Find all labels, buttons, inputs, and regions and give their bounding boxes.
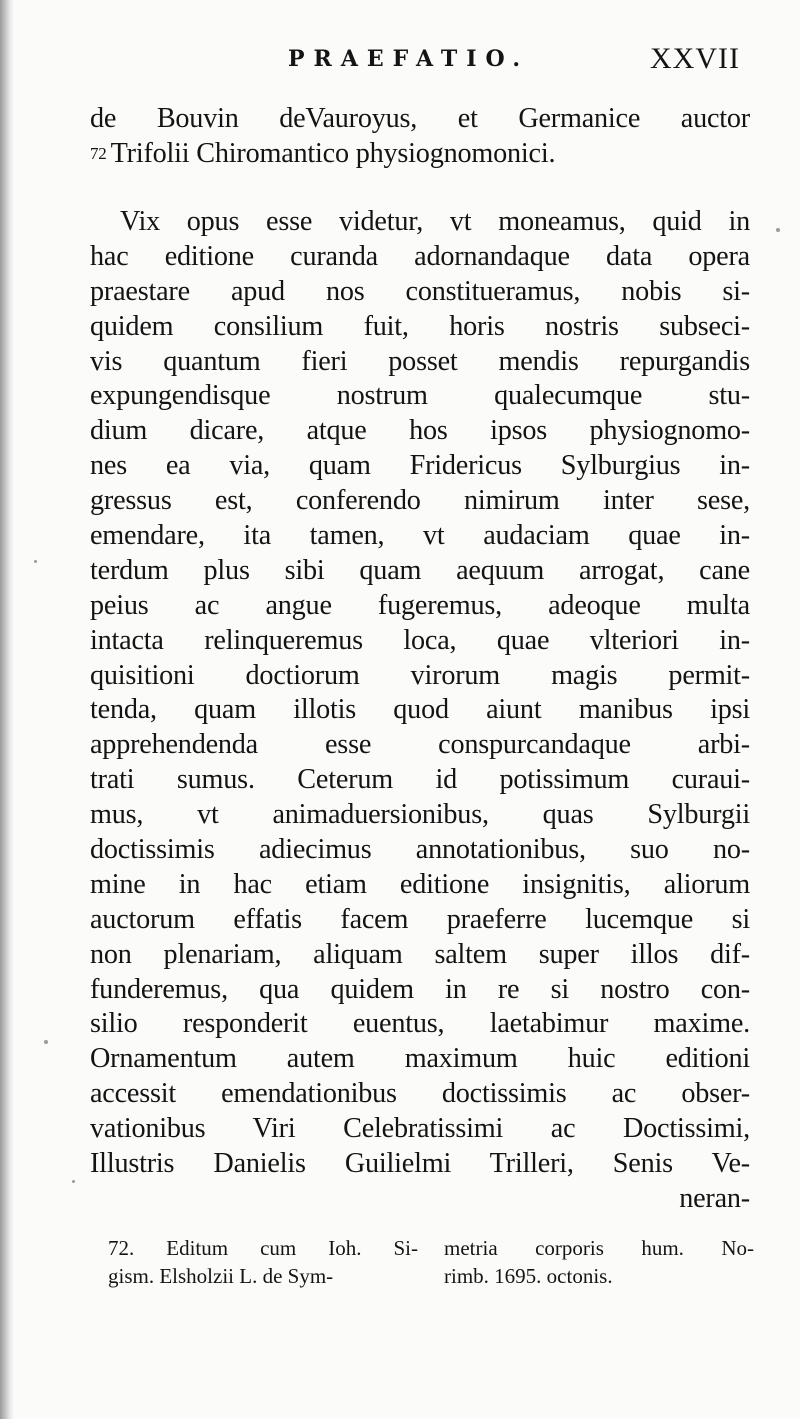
text-line: expungendisque nostrum qualecumque stu-: [90, 380, 750, 412]
text-line: apprehendenda esse conspurcandaque arbi-: [90, 729, 750, 761]
footnote-line: rimb. 1695. octonis.: [444, 1264, 613, 1288]
page-gutter-shadow: [0, 0, 14, 1419]
text-line: terdum plus sibi quam aequum arrogat, cane: [90, 554, 750, 586]
text-line: accessit emendationibus doctissimis ac obser-: [90, 1078, 750, 1110]
page-header: [90, 42, 750, 82]
text-line: quidem consilium fuit, horis nostris subseci-: [90, 310, 750, 342]
paper-speck: [776, 228, 780, 232]
text-line: mine in hac etiam editione insignitis, aliorum: [90, 868, 750, 900]
text-line: de Bouvin deVauroyus, et Germanice auctor: [90, 103, 750, 134]
text-line-with-note: [90, 137, 750, 172]
page-number: XXVII: [650, 42, 740, 75]
text-line: silio responderit euentus, laetabimur maxime.: [90, 1008, 750, 1040]
footnote-column-right: [444, 1234, 754, 1290]
text-line: vis quantum fieri posset mendis repurgandis: [90, 345, 750, 377]
text-line: non plenariam, aliquam saltem super illos dif-: [90, 938, 750, 970]
paper-speck: [34, 560, 37, 563]
text-line: tenda, quam illotis quod aiunt manibus ipsi: [90, 694, 750, 726]
text-line: nes ea via, quam Fridericus Sylburgius in-: [90, 450, 750, 482]
paper-speck: [72, 1180, 75, 1183]
text-line: auctorum effatis facem praeferre lucemque si: [90, 903, 750, 935]
text-line: Ornamentum autem maximum huic editioni: [90, 1043, 750, 1075]
text-line: Vix opus esse videtur, vt moneamus, quid in: [120, 206, 750, 237]
text-line: trati sumus. Ceterum id potissimum curaui-: [90, 764, 750, 796]
main-paragraph: [90, 205, 750, 1217]
text-line: funderemus, qua quidem in re si nostro con-: [90, 973, 750, 1005]
continuation-paragraph: [90, 102, 750, 172]
paper-speck: [44, 1040, 48, 1044]
running-head: PRAEFATIO.: [288, 46, 530, 72]
text-line: mus, vt animaduersionibus, quas Sylburgii: [90, 799, 750, 831]
text-line: intacta relinqueremus loca, quae vlteriori in-: [90, 624, 750, 656]
text-line: vationibus Viri Celebratissimi ac Doctissimi,: [90, 1113, 750, 1145]
footnote-line: 72. Editum cum Ioh. Si-: [108, 1236, 418, 1260]
text-line: Trifolii Chiromantico physiognomonici.: [110, 137, 556, 169]
text-line: doctissimis adiecimus annotationibus, suo no-: [90, 834, 750, 866]
text-line: peius ac angue fugeremus, adeoque multa: [90, 589, 750, 621]
text-line: hac editione curanda adornandaque data opera: [90, 240, 750, 272]
footnote-column-left: [108, 1234, 418, 1290]
text-line: praestare apud nos constitueramus, nobis si-: [90, 275, 750, 307]
text-line: Illustris Danielis Guilielmi Trilleri, Senis Ve-: [90, 1148, 750, 1180]
text-line: dium dicare, atque hos ipsos physiognomo-: [90, 415, 750, 447]
text-line: quisitioni doctiorum virorum magis permit-: [90, 659, 750, 691]
text-line: gressus est, conferendo nimirum inter sese,: [90, 485, 750, 517]
footnote-marker: 72: [90, 143, 107, 163]
text-line: emendare, ita tamen, vt audaciam quae in-: [90, 520, 750, 552]
catchword: neran-: [679, 1182, 750, 1214]
footnote-line: gism. Elsholzii L. de Sym-: [108, 1264, 334, 1288]
footnote-line: metria corporis hum. No-: [444, 1236, 754, 1260]
